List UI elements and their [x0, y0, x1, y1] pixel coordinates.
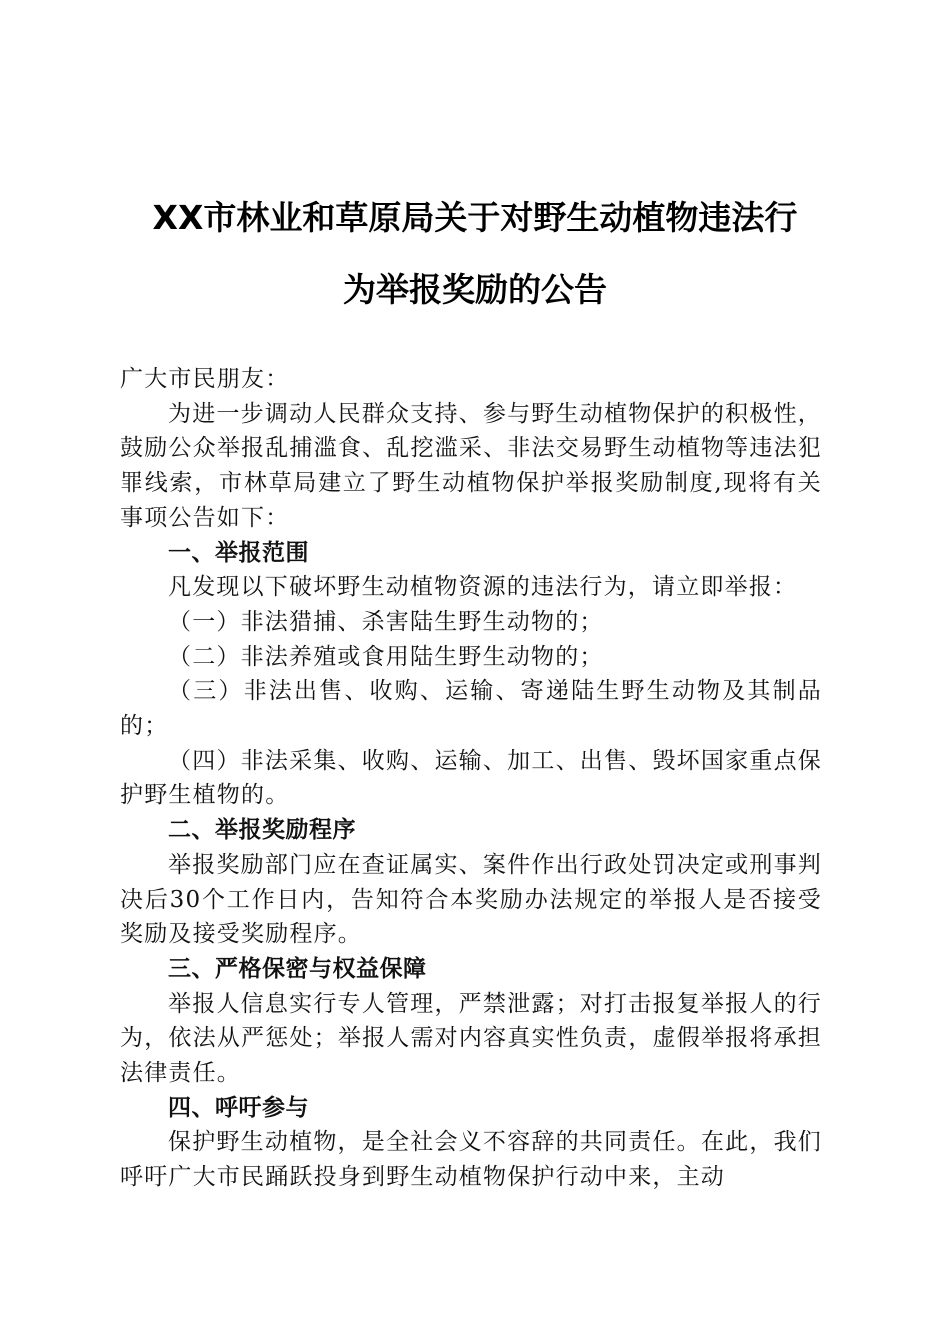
paragraph: 凡发现以下破坏野生动植物资源的违法行为，请立即举报： [168, 574, 798, 601]
list-item: （三）非法出售、收购、运输、寄递陆生野生动物及其制品的； [120, 678, 822, 740]
list-item: （二）非法养殖或食用陆生野生动物的； [168, 643, 604, 670]
section-heading-procedure: 二、举报奖励程序 [168, 817, 356, 844]
salutation: 广大市民朋友： [120, 366, 290, 392]
section-heading-confidentiality: 三、严格保密与权益保障 [168, 955, 427, 982]
section-heading-appeal: 四、呼吁参与 [168, 1094, 309, 1121]
document-body [120, 362, 822, 1195]
list-item: （四）非法采集、收购、运输、加工、出售、毁坏国家重点保护野生植物的。 [120, 747, 822, 809]
intro-paragraph: 为进一步调动人民群众支持、参与野生动植物保护的积极性，鼓励公众举报乱捕滥食、乱挖滥采、非法交易野生动植物等违法犯罪线索，市林草局建立了野生动植物保护举报奖励制度,现将有关事项公告如下： [120, 400, 822, 531]
section-heading-scope: 一、举报范围 [168, 539, 309, 566]
list-item: （一）非法猎捕、杀害陆生野生动物的； [168, 608, 604, 635]
paragraph: 举报人信息实行专人管理，严禁泄露；对打击报复举报人的行为，依法从严惩处；举报人需对内容真实性负责，虚假举报将承担法律责任。 [120, 990, 822, 1087]
title-line-2: 为举报奖励的公告 [343, 270, 607, 309]
title-line-1: XX市林业和草原局关于对野生动植物违法行 [152, 198, 798, 237]
paragraph: 举报奖励部门应在查证属实、案件作出行政处罚决定或刑事判决后30个工作日内，告知符合本奖励办法规定的举报人是否接受奖励及接受奖励程序。 [120, 851, 822, 948]
paragraph: 保护野生动植物，是全社会义不容辞的共同责任。在此，我们呼吁广大市民踊跃投身到野生动植物保护行动中来，主动 [120, 1129, 822, 1191]
